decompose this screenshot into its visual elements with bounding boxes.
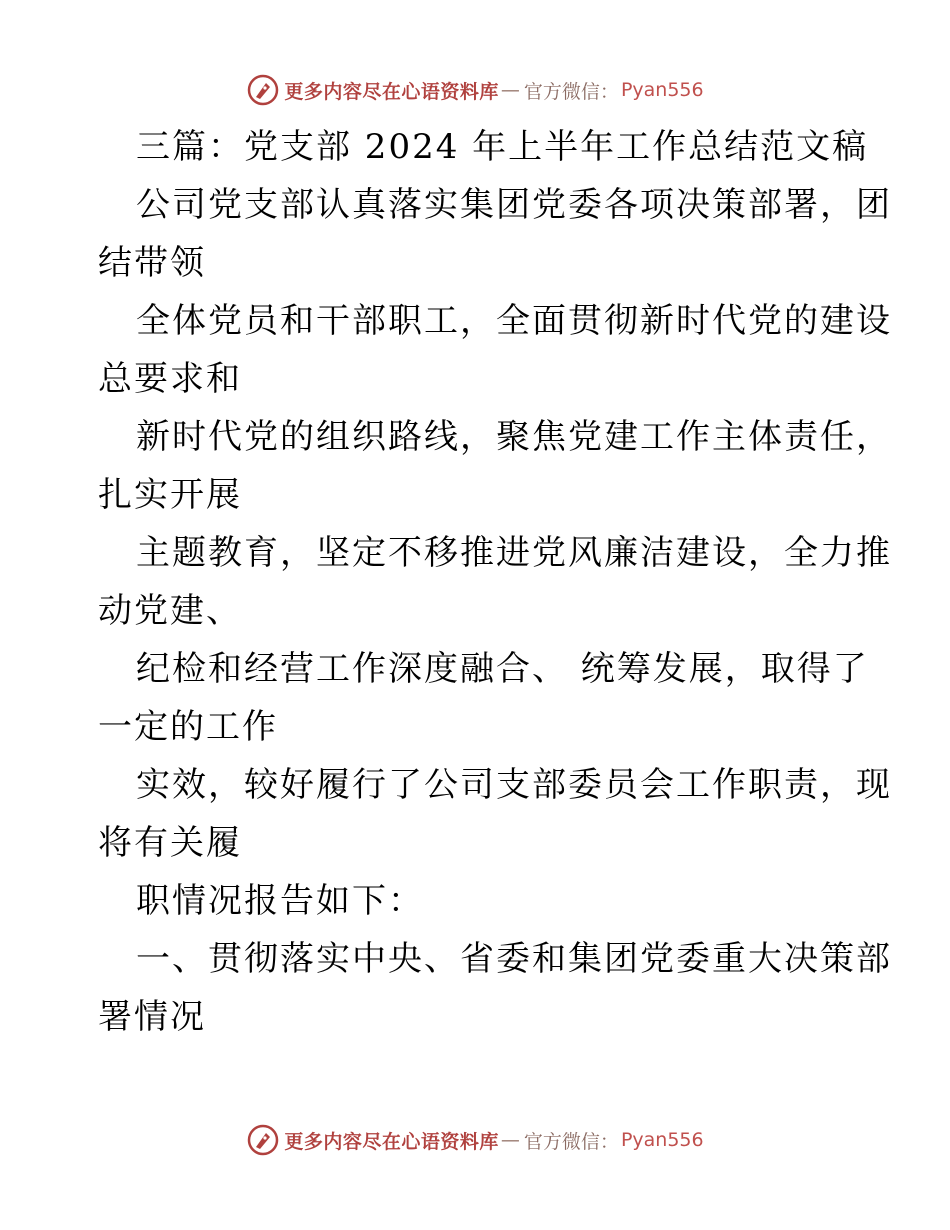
watermark-separator: —: [500, 1129, 520, 1151]
watermark-wechat-id: Pyan556: [620, 79, 704, 101]
pen-nib-logo-icon: [246, 73, 280, 107]
watermark-label: 官方微信：: [523, 80, 619, 103]
text-line: 主题教育，坚定不移推进党风廉洁建设，全力推: [136, 533, 892, 573]
watermark-brand: 更多内容尽在心语资料库: [284, 1130, 499, 1153]
text-line: 扎实开展: [98, 475, 242, 515]
footer-watermark: [0, 1120, 950, 1160]
document-body: [98, 118, 892, 1046]
text-line: 总要求和: [98, 359, 242, 399]
text-line: 公司党支部认真落实集团党委各项决策部署，团: [136, 185, 892, 225]
watermark-wechat-id: Pyan556: [620, 1129, 704, 1151]
watermark-label: 官方微信：: [523, 1130, 619, 1153]
text-line: 结带领: [98, 243, 206, 283]
text-line: 新时代党的组织路线，聚焦党建工作主体责任，: [136, 417, 892, 457]
text-line: 纪检和经营工作深度融合、 统筹发展，取得了: [136, 649, 869, 689]
watermark-separator: —: [500, 79, 520, 101]
text-line: 署情况: [98, 997, 206, 1037]
header-watermark: [0, 70, 950, 110]
text-line: 一、贯彻落实中央、省委和集团党委重大决策部: [136, 939, 892, 979]
text-line: 职情况报告如下：: [136, 881, 424, 921]
text-line: 全体党员和干部职工，全面贯彻新时代党的建设: [136, 301, 892, 341]
text-line: 动党建、: [98, 591, 242, 631]
watermark-brand: 更多内容尽在心语资料库: [284, 80, 499, 103]
pen-nib-logo-icon: [246, 1123, 280, 1157]
document-title: 三篇：党支部 2024 年上半年工作总结范文稿: [136, 127, 869, 167]
text-line: 将有关履: [98, 823, 242, 863]
text-line: 实效，较好履行了公司支部委员会工作职责，现: [136, 765, 892, 805]
text-line: 一定的工作: [98, 707, 278, 747]
